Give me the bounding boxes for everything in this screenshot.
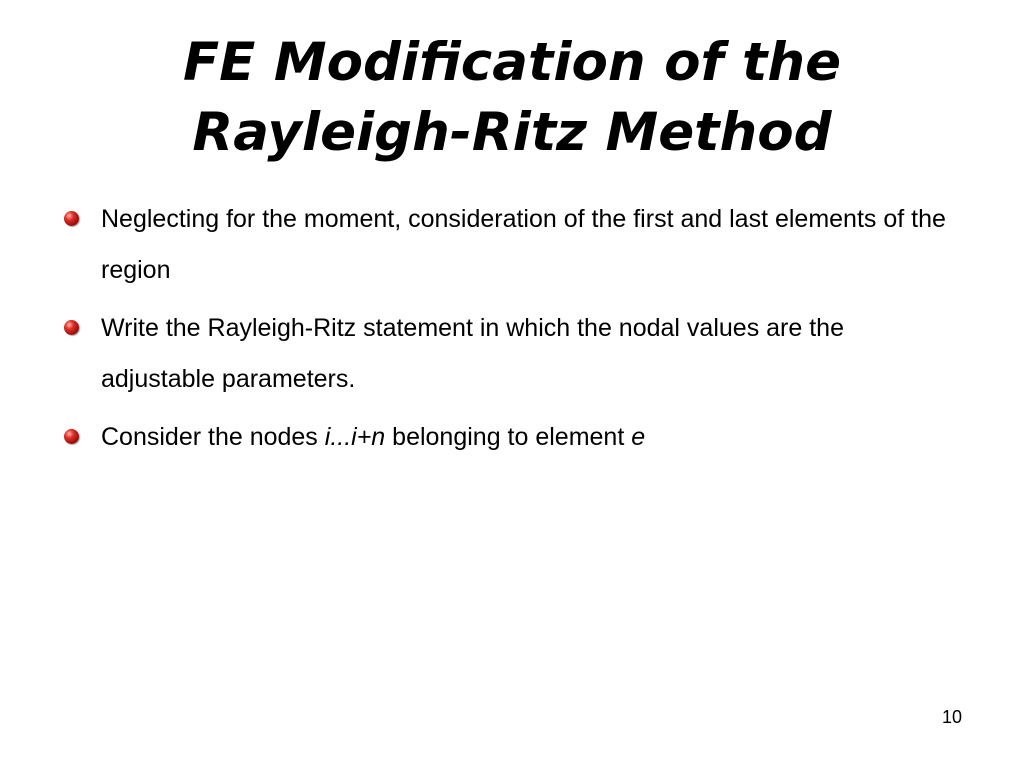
- slide-title-line-1: FE Modification of the: [182, 32, 842, 93]
- slide-title-line-2: Rayleigh-Ritz Method: [192, 102, 832, 163]
- bullet-text: [101, 423, 645, 451]
- bullet-list: [64, 194, 964, 470]
- bullet-text: Neglecting for the moment, consideration of the first and last elements of the region: [101, 205, 946, 284]
- nodes-range: i...i+n: [324, 423, 386, 451]
- red-sphere-bullet-icon: [64, 211, 79, 226]
- page-number: 10: [941, 707, 962, 727]
- bullet-text-middle: belonging to element: [385, 423, 632, 451]
- red-sphere-bullet-icon: [64, 320, 79, 335]
- element-symbol: e: [631, 423, 646, 451]
- red-sphere-bullet-icon: [64, 429, 79, 444]
- bullet-text: Write the Rayleigh-Ritz statement in which the nodal values are the adjustable parameters.: [101, 314, 844, 393]
- bullet-item: [64, 412, 964, 463]
- slide-title: [0, 28, 1024, 168]
- bullet-item: [64, 303, 964, 405]
- bullet-text-prefix: Consider the nodes: [101, 423, 325, 451]
- bullet-item: [64, 194, 964, 296]
